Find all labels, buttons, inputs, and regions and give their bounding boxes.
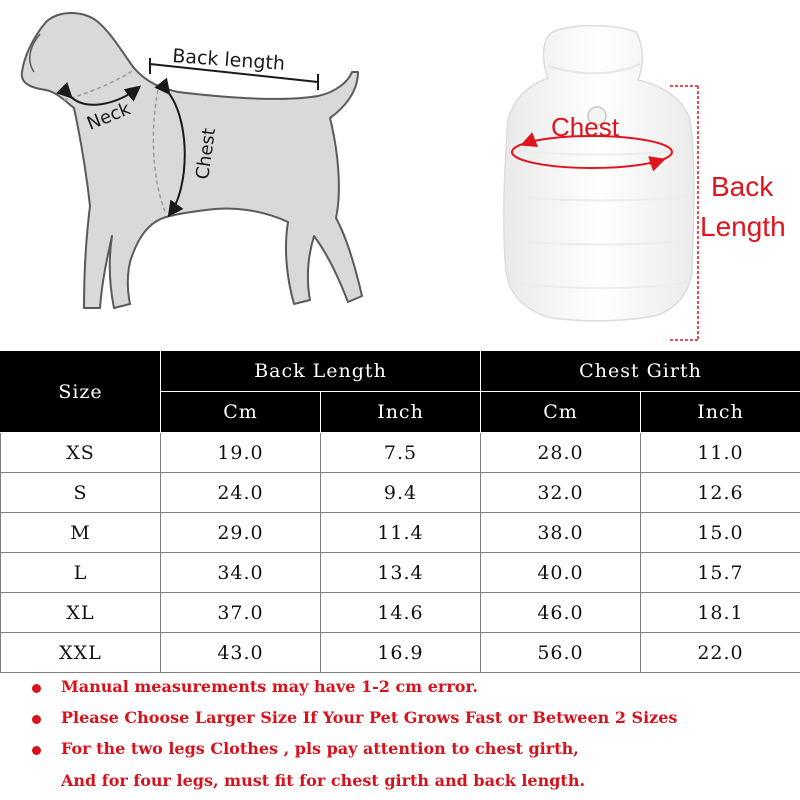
- chest-cm-cell: 56.0: [481, 633, 641, 673]
- table-row: [1, 433, 800, 473]
- back-inch-cell: 13.4: [321, 553, 481, 593]
- back-inch-cell: 9.4: [321, 473, 481, 513]
- header-back-length: Back Length: [161, 351, 481, 392]
- white-coat: [504, 26, 694, 321]
- header-back-cm: Cm: [161, 392, 321, 433]
- back-cm-cell: 19.0: [161, 433, 321, 473]
- back-cm-cell: 24.0: [161, 473, 321, 513]
- back-length-ruler: [150, 45, 318, 90]
- chest-inch-cell: 18.1: [641, 593, 800, 633]
- note-item: [0, 675, 800, 705]
- header-chest-inch: Inch: [641, 392, 800, 433]
- chest-inch-cell: 15.7: [641, 553, 800, 593]
- size-cell: XL: [1, 593, 161, 633]
- note-text: Manual measurements may have 1-2 cm error.: [61, 677, 478, 696]
- header-chest-girth: Chest Girth: [481, 351, 800, 392]
- back-cm-cell: 43.0: [161, 633, 321, 673]
- table-header: [1, 351, 800, 433]
- chest-inch-cell: 22.0: [641, 633, 800, 673]
- bullet-icon: [32, 715, 41, 724]
- coat-back-label-line1: Back: [711, 171, 774, 202]
- table-row: [1, 473, 800, 513]
- back-inch-cell: 14.6: [321, 593, 481, 633]
- size-cell: XS: [1, 433, 161, 473]
- back-length-label: Back length: [171, 45, 286, 75]
- chest-inch-cell: 15.0: [641, 513, 800, 553]
- chest-cm-cell: 32.0: [481, 473, 641, 513]
- table-row: [1, 593, 800, 633]
- back-cm-cell: 29.0: [161, 513, 321, 553]
- chest-cm-cell: 28.0: [481, 433, 641, 473]
- chest-inch-cell: 11.0: [641, 433, 800, 473]
- chest-inch-cell: 12.6: [641, 473, 800, 513]
- table-row: [1, 513, 800, 553]
- table-row: [1, 633, 800, 673]
- chest-cm-cell: 38.0: [481, 513, 641, 553]
- measurement-diagram: [0, 0, 800, 350]
- back-cm-cell: 37.0: [161, 593, 321, 633]
- chest-label: Chest: [192, 126, 221, 181]
- bullet-icon: [32, 684, 41, 693]
- note-text: And for four legs, must fit for chest girth and back length.: [61, 771, 586, 790]
- note-text: Please Choose Larger Size If Your Pet Grows Fast or Between 2 Sizes: [61, 708, 678, 727]
- size-cell: M: [1, 513, 161, 553]
- bullet-icon: [32, 746, 41, 755]
- size-chart-table: [0, 350, 800, 673]
- note-text: For the two legs Clothes , pls pay attention to chest girth,: [61, 739, 579, 758]
- size-cell: XXL: [1, 633, 161, 673]
- neck-label: Neck: [84, 98, 134, 135]
- back-inch-cell: 16.9: [321, 633, 481, 673]
- note-item: [0, 706, 800, 736]
- back-inch-cell: 11.4: [321, 513, 481, 553]
- header-chest-cm: Cm: [481, 392, 641, 433]
- header-back-inch: Inch: [321, 392, 481, 433]
- coat-chest-label: Chest: [551, 112, 619, 142]
- table-row: [1, 553, 800, 593]
- chest-cm-cell: 40.0: [481, 553, 641, 593]
- table-body: [1, 433, 800, 673]
- back-inch-cell: 7.5: [321, 433, 481, 473]
- size-cell: L: [1, 553, 161, 593]
- back-cm-cell: 34.0: [161, 553, 321, 593]
- coat-back-label-line2: Length: [700, 211, 786, 242]
- chest-cm-cell: 46.0: [481, 593, 641, 633]
- note-item-continued: [0, 769, 800, 799]
- size-cell: S: [1, 473, 161, 513]
- header-size: Size: [1, 351, 161, 433]
- note-item: [0, 737, 800, 767]
